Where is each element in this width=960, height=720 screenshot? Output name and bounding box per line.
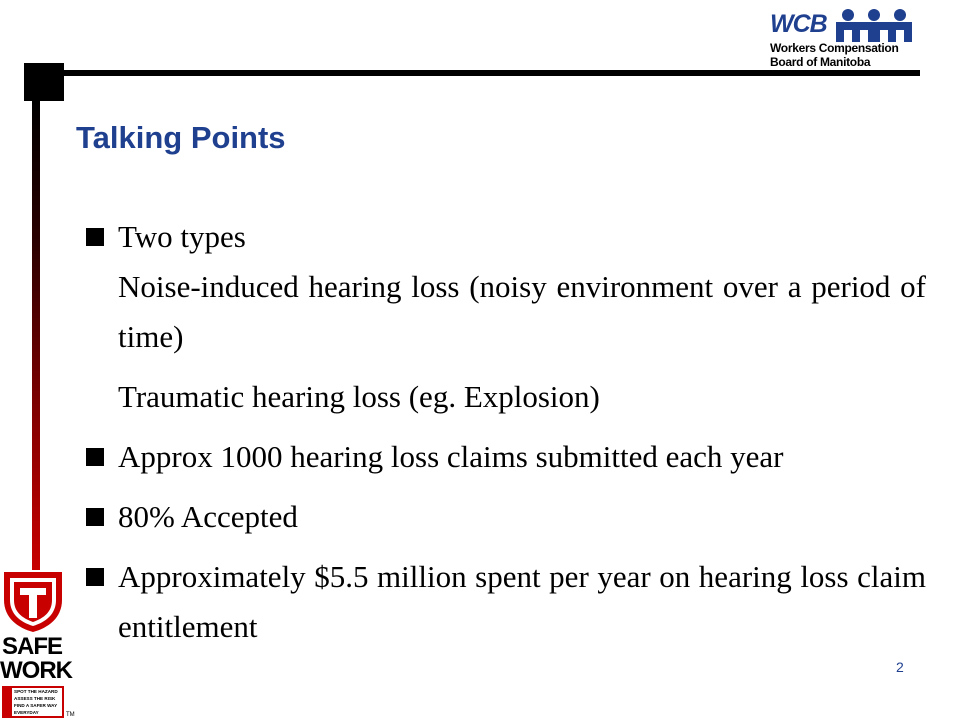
tagline-line: SPOT THE HAZARD (14, 689, 58, 694)
bullet-square-icon (86, 508, 104, 526)
list-item-text: Traumatic hearing loss (eg. Explosion) (118, 379, 600, 414)
list-item-two-types (76, 212, 926, 262)
page-number: 2 (896, 659, 904, 675)
logo-line-1: Workers Compensation (770, 41, 899, 55)
list-item-text: Two types (118, 219, 246, 254)
logo-line-2: Board of Manitoba (770, 55, 871, 69)
tagline-line: ASSESS THE RISK (14, 696, 56, 701)
safe-work-logo (0, 560, 75, 720)
side-gradient-bar (32, 100, 40, 570)
bullet-square-icon (86, 448, 104, 466)
talking-points-list (76, 212, 926, 652)
work-word: WORK (0, 657, 72, 684)
list-item-text: Noise-induced hearing loss (noisy environment over a period of time) (118, 269, 926, 354)
wcb-logo (762, 8, 922, 72)
trademark-mark: TM (66, 712, 75, 718)
list-subitem-traumatic (76, 372, 926, 422)
list-item-spending (76, 552, 926, 652)
corner-square (24, 63, 64, 101)
list-item-text: Approximately $5.5 million spent per year on hearing loss claim entitlement (118, 559, 926, 644)
list-item-text: Approx 1000 hearing loss claims submitted each year (118, 439, 784, 474)
people-figures-icon (834, 8, 914, 42)
bullet-square-icon (86, 568, 104, 586)
list-subitem-noise-induced (76, 262, 926, 362)
safe-word: SAFE (1, 633, 62, 660)
hammer-shield-icon (2, 570, 64, 634)
logo-abbreviation: WCB (770, 10, 827, 38)
slide-title: Talking Points (76, 120, 286, 155)
list-item-accepted (76, 492, 926, 542)
tagline-line: FIND A SAFER WAY (14, 703, 58, 708)
list-item-text: 80% Accepted (118, 499, 298, 534)
bullet-square-icon (86, 228, 104, 246)
tagline-strip (4, 688, 12, 716)
list-item-claims (76, 432, 926, 482)
safe-work-tagline-box (2, 686, 64, 718)
tagline-line: EVERYDAY (14, 710, 39, 715)
